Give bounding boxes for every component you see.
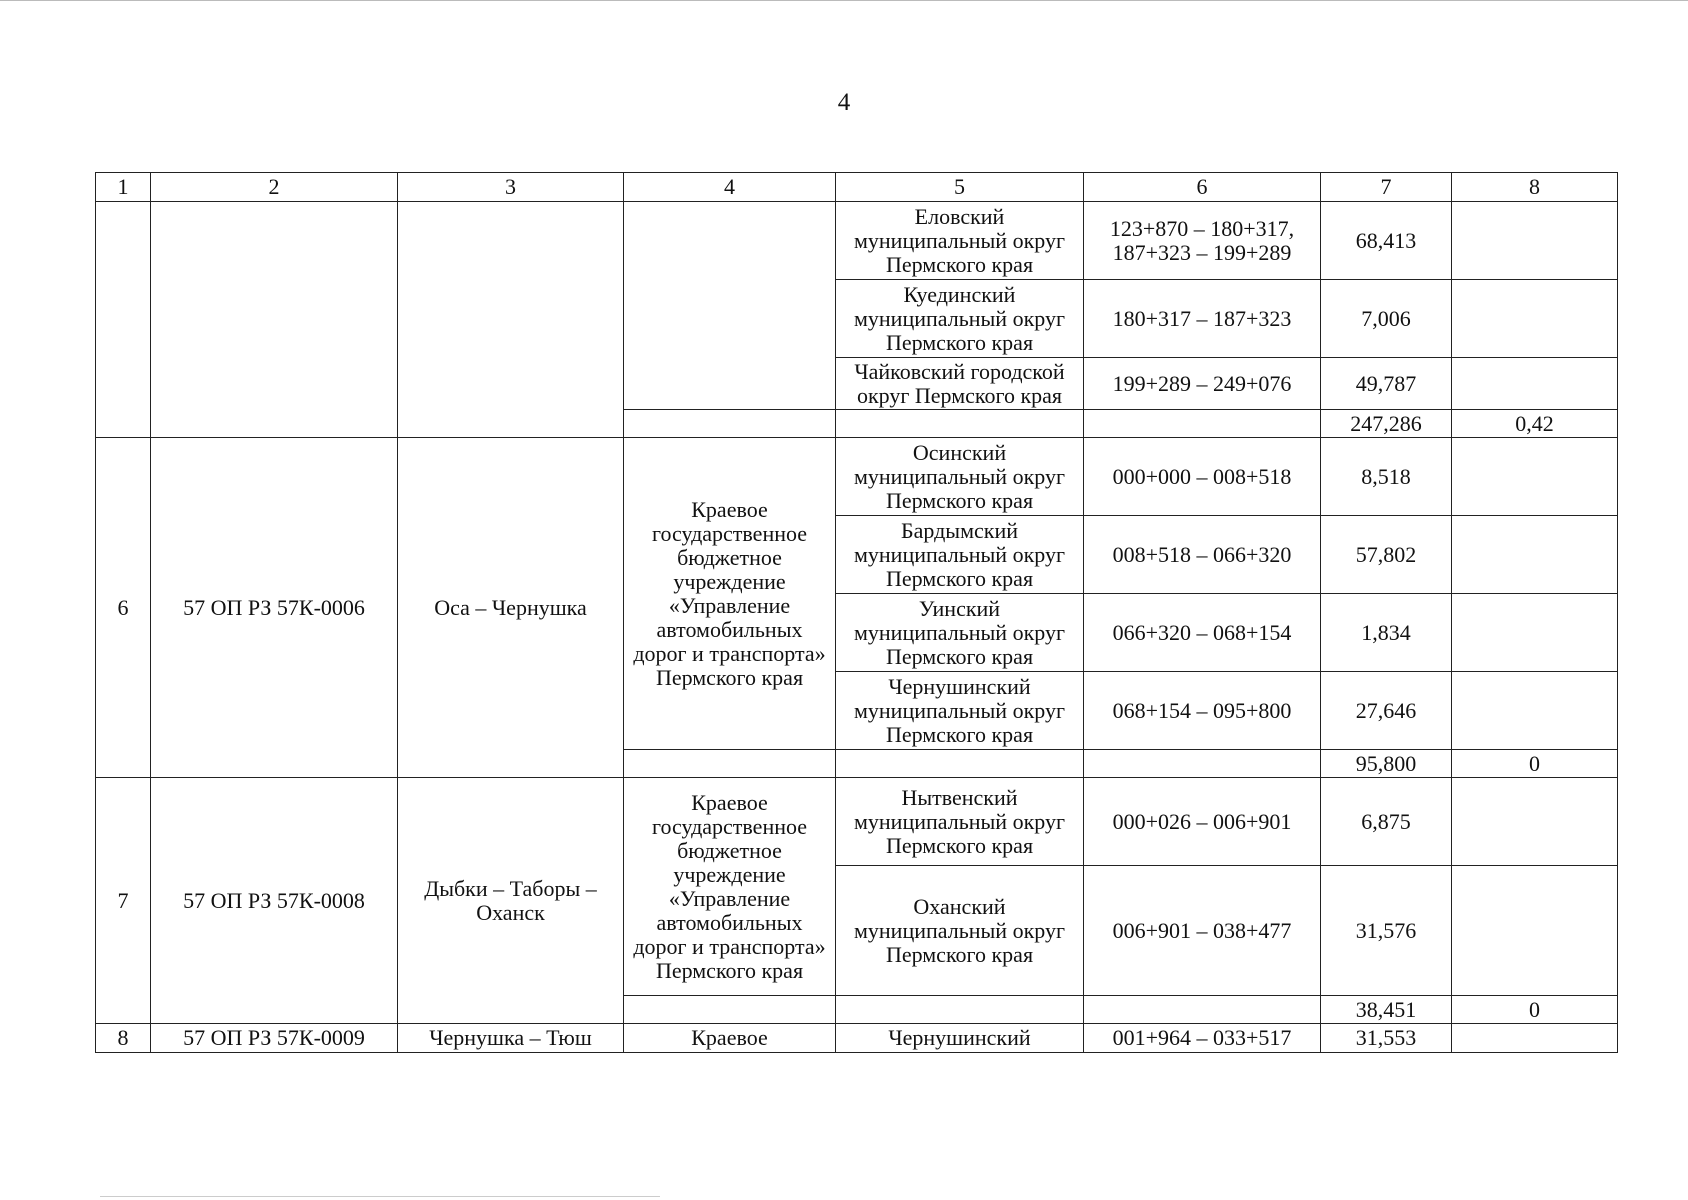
cell-empty — [836, 996, 1084, 1024]
length-cell: 8,518 — [1321, 438, 1452, 516]
cell-empty — [1084, 996, 1321, 1024]
cell-empty — [1452, 594, 1618, 672]
row-number-cell: 7 — [96, 778, 151, 1024]
length-cell: 31,553 — [1321, 1024, 1452, 1053]
district-cell: Бардымский муниципальный округ Пермского края — [836, 516, 1084, 594]
share-cell: 0,42 — [1452, 410, 1618, 438]
header-cell: 2 — [151, 173, 398, 202]
table-row — [96, 1024, 1618, 1053]
cell-empty — [398, 202, 624, 438]
length-cell: 27,646 — [1321, 672, 1452, 750]
km-range-cell: 123+870 – 180+317, 187+323 – 199+289 — [1084, 202, 1321, 280]
page-number: 4 — [837, 89, 851, 116]
total-length-cell: 95,800 — [1321, 750, 1452, 778]
length-cell: 49,787 — [1321, 358, 1452, 410]
table-row — [96, 778, 1618, 866]
header-cell: 3 — [398, 173, 624, 202]
header-cell: 6 — [1084, 173, 1321, 202]
district-cell: Осинский муниципальный округ Пермского края — [836, 438, 1084, 516]
cell-empty — [1452, 202, 1618, 280]
header-cell: 8 — [1452, 173, 1618, 202]
km-range-cell: 199+289 – 249+076 — [1084, 358, 1321, 410]
road-name-cell: Дыбки – Таборы – Оханск — [398, 778, 624, 1024]
row-number-cell: 6 — [96, 438, 151, 778]
district-cell: Нытвенский муниципальный округ Пермского края — [836, 778, 1084, 866]
cell-empty — [1452, 672, 1618, 750]
roads-table — [95, 172, 1618, 1053]
header-cell: 1 — [96, 173, 151, 202]
share-cell: 0 — [1452, 750, 1618, 778]
cell-empty — [96, 202, 151, 438]
district-cell: Куединский муниципальный округ Пермского края — [836, 280, 1084, 358]
header-cell: 4 — [624, 173, 836, 202]
district-cell: Чернушинский — [836, 1024, 1084, 1053]
owner-cell: Краевое государственное бюджетное учреждение «Управление автомобильных дорог и транспорта» Пермского края — [624, 438, 836, 750]
cell-empty — [1452, 516, 1618, 594]
district-cell: Уинский муниципальный округ Пермского края — [836, 594, 1084, 672]
road-code-cell: 57 ОП РЗ 57К-0008 — [151, 778, 398, 1024]
road-name-cell: Чернушка – Тюш — [398, 1024, 624, 1053]
header-row — [96, 173, 1618, 202]
cell-empty — [624, 750, 836, 778]
km-range-cell: 006+901 – 038+477 — [1084, 866, 1321, 996]
cell-empty — [1452, 358, 1618, 410]
district-cell: Еловский муниципальный округ Пермского края — [836, 202, 1084, 280]
cell-empty — [1452, 866, 1618, 996]
cell-empty — [1452, 1024, 1618, 1053]
length-cell: 57,802 — [1321, 516, 1452, 594]
district-cell: Чернушинский муниципальный округ Пермского края — [836, 672, 1084, 750]
cell-empty — [1452, 280, 1618, 358]
km-range-cell: 066+320 – 068+154 — [1084, 594, 1321, 672]
cell-empty — [1084, 750, 1321, 778]
cell-empty — [1084, 410, 1321, 438]
km-range-cell: 000+026 – 006+901 — [1084, 778, 1321, 866]
cell-empty — [151, 202, 398, 438]
length-cell: 7,006 — [1321, 280, 1452, 358]
total-length-cell: 247,286 — [1321, 410, 1452, 438]
scan-edge-bottom — [100, 1196, 660, 1197]
length-cell: 6,875 — [1321, 778, 1452, 866]
district-cell: Оханский муниципальный округ Пермского края — [836, 866, 1084, 996]
road-name-cell: Оса – Чернушка — [398, 438, 624, 778]
district-cell: Чайковский городской округ Пермского края — [836, 358, 1084, 410]
total-length-cell: 38,451 — [1321, 996, 1452, 1024]
road-code-cell: 57 ОП РЗ 57К-0009 — [151, 1024, 398, 1053]
header-cell: 7 — [1321, 173, 1452, 202]
km-range-cell: 180+317 – 187+323 — [1084, 280, 1321, 358]
owner-cell: Краевое — [624, 1024, 836, 1053]
km-range-cell: 008+518 – 066+320 — [1084, 516, 1321, 594]
cell-empty — [836, 410, 1084, 438]
cell-empty — [1452, 438, 1618, 516]
cell-empty — [836, 750, 1084, 778]
row-number-cell: 8 — [96, 1024, 151, 1053]
scan-edge-top — [0, 0, 1688, 1]
length-cell: 68,413 — [1321, 202, 1452, 280]
table-row — [96, 438, 1618, 516]
km-range-cell: 000+000 – 008+518 — [1084, 438, 1321, 516]
cell-empty — [624, 202, 836, 410]
cell-empty — [624, 996, 836, 1024]
km-range-cell: 001+964 – 033+517 — [1084, 1024, 1321, 1053]
road-code-cell: 57 ОП РЗ 57К-0006 — [151, 438, 398, 778]
cell-empty — [1452, 778, 1618, 866]
share-cell: 0 — [1452, 996, 1618, 1024]
length-cell: 31,576 — [1321, 866, 1452, 996]
table-row — [96, 202, 1618, 280]
header-cell: 5 — [836, 173, 1084, 202]
owner-cell: Краевое государственное бюджетное учреждение «Управление автомобильных дорог и транспорта» Пермского края — [624, 778, 836, 996]
cell-empty — [624, 410, 836, 438]
km-range-cell: 068+154 – 095+800 — [1084, 672, 1321, 750]
length-cell: 1,834 — [1321, 594, 1452, 672]
